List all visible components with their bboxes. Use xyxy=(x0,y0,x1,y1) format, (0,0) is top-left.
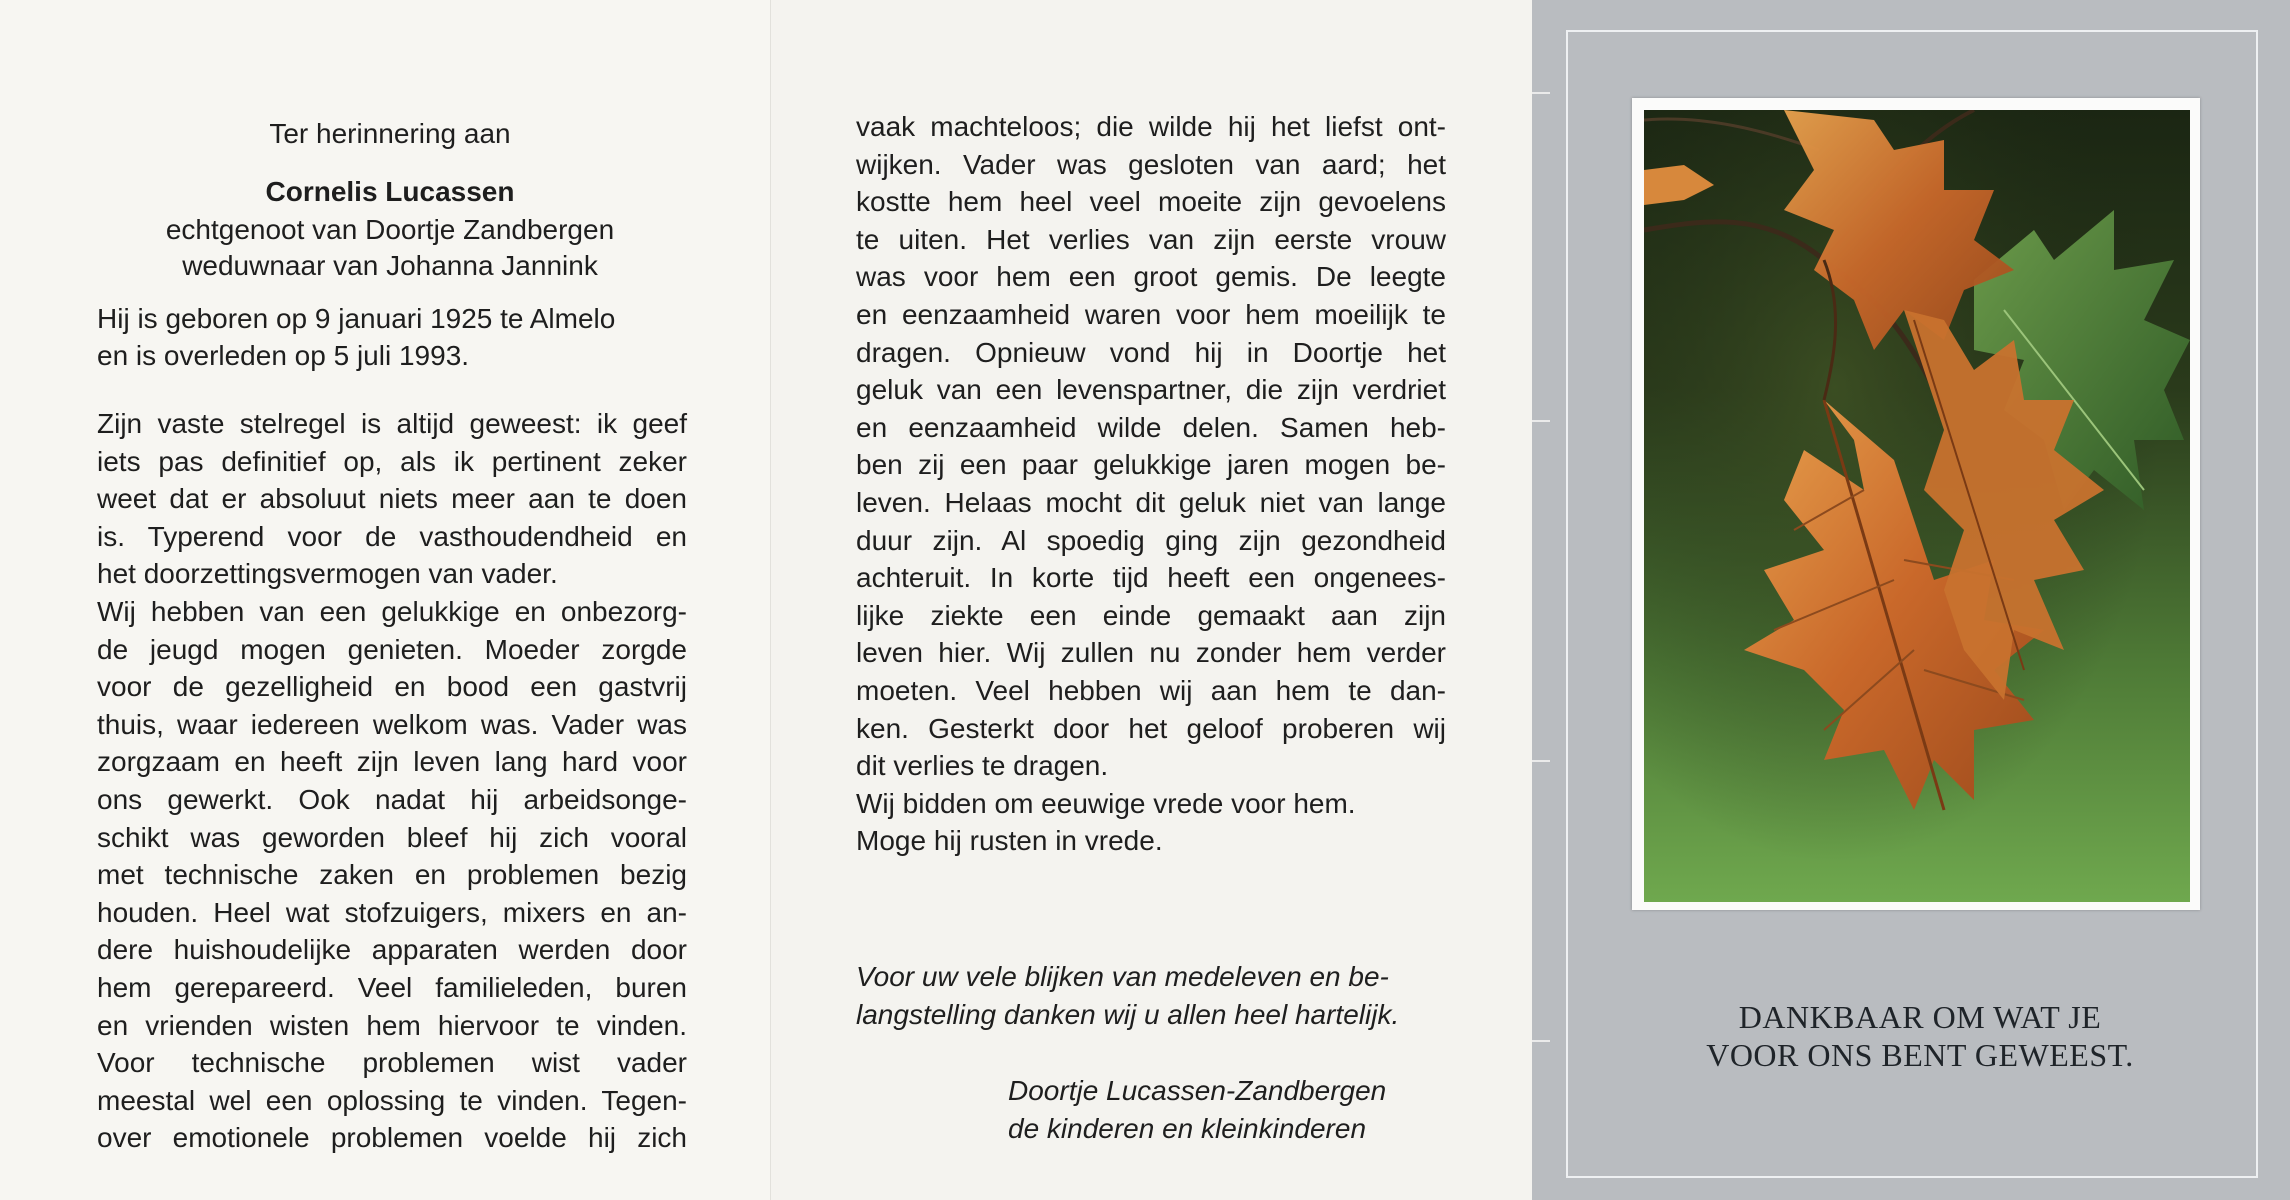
text-line: Hij is geboren op 9 januari 1925 te Almelo xyxy=(97,303,616,334)
text-line: leven. Helaas mocht dit geluk niet van lange xyxy=(856,486,1446,518)
text-line: te uiten. Het verlies van zijn eerste vrouw xyxy=(856,223,1446,255)
text-line: was voor hem een groot gemis. De leegte xyxy=(856,261,1446,293)
text-line: zorgzaam en heeft zijn leven lang hard voor xyxy=(97,746,687,778)
text-line: dere huishoudelijke apparaten werden door xyxy=(97,934,687,966)
text-line: leven hier. Wij zullen nu zonder hem verder xyxy=(856,637,1446,669)
biography-text xyxy=(97,405,687,1157)
text-line: ken. Gesterkt door het geloof proberen wij xyxy=(856,712,1446,744)
motto-line: VOOR ONS BENT GEWEEST. xyxy=(1706,1037,2134,1073)
edge-mark xyxy=(1532,92,1550,94)
text-line: kostte hem heel veel moeite zijn gevoelens xyxy=(856,186,1446,218)
biography-continued-text xyxy=(856,108,1446,860)
motto-line: DANKBAAR OM WAT JE xyxy=(1738,999,2102,1035)
text-line: Voor uw vele blijken van medeleven en be- xyxy=(856,961,1389,992)
birth-death-text xyxy=(97,300,687,374)
text-line: hem gerepareerd. Veel familieleden, buren xyxy=(97,971,687,1003)
text-line: Wij hebben van een gelukkige en onbezorg- xyxy=(97,595,687,627)
text-line: vaak machteloos; die wilde hij het liefst ont- xyxy=(856,111,1446,142)
text-line: thuis, waar iedereen welkom was. Vader was xyxy=(97,708,687,740)
edge-mark xyxy=(1532,760,1550,762)
text-line: het doorzettingsvermogen van vader. xyxy=(97,558,558,590)
edge-mark xyxy=(1532,1040,1550,1042)
deceased-name: Cornelis Lucassen xyxy=(265,176,515,207)
text-line: en eenzaamheid waren voor hem moeilijk te xyxy=(856,298,1446,330)
text-line: weet dat er absoluut niets meer aan te doen xyxy=(97,483,687,515)
thanks-note xyxy=(856,958,1456,1034)
text-line: duur zijn. Al spoedig ging zijn gezondheid xyxy=(856,524,1446,556)
text-line: is. Typerend voor de vasthoudendheid en xyxy=(97,520,687,552)
text-line: en vrienden wisten hem hiervoor te vinden. xyxy=(97,1009,687,1041)
text-line: achteruit. In korte tijd heeft een ongenees- xyxy=(856,562,1446,594)
text-line: lijke ziekte een einde gemaakt aan zijn xyxy=(856,599,1446,631)
text-line: langstelling danken wij u allen heel hartelijk. xyxy=(856,999,1400,1030)
autumn-leaves-photo xyxy=(1644,110,2190,902)
text-line: moeten. Veel hebben wij aan hem te dan- xyxy=(856,674,1446,706)
text-line: schikt was geworden bleef hij zich vooral xyxy=(97,821,687,853)
oak-leaves-image xyxy=(1644,110,2190,902)
text-line: dit verlies te dragen. xyxy=(856,750,1109,782)
text-line: dragen. Opnieuw vond hij in Doortje het xyxy=(856,336,1446,368)
text-line: en eenzaamheid wilde delen. Samen heb- xyxy=(856,411,1446,443)
text-line: Doortje Lucassen-Zandbergen xyxy=(1008,1075,1387,1106)
text-line: voor de gezelligheid en bood een gastvrij xyxy=(97,671,687,703)
edge-mark xyxy=(1532,420,1550,422)
text-line: ben zij een paar gelukkige jaren mogen be- xyxy=(856,449,1446,481)
text-line: en is overleden op 5 juli 1993. xyxy=(97,340,470,371)
text-line: over emotionele problemen voelde hij zich xyxy=(97,1122,687,1154)
text-line: Wij bidden om eeuwige vrede voor hem. xyxy=(856,787,1356,819)
text-line: iets pas definitief op, als ik pertinent zeker xyxy=(97,445,687,477)
text-line: met technische zaken en problemen bezig xyxy=(97,859,687,891)
text-line: wijken. Vader was gesloten van aard; het xyxy=(856,148,1446,180)
widower-line: weduwnaar van Johanna Jannink xyxy=(182,250,598,281)
text-line: de jeugd mogen genieten. Moeder zorgde xyxy=(97,633,687,665)
text-line: Moge hij rusten in vrede. xyxy=(856,825,1163,857)
text-line: ons gewerkt. Ook nadat hij arbeidsonge- xyxy=(97,783,687,815)
text-line: de kinderen en kleinkinderen xyxy=(1008,1113,1367,1144)
text-line: Zijn vaste stelregel is altijd geweest: ik geef xyxy=(97,408,687,439)
text-line: houden. Heel wat stofzuigers, mixers en an- xyxy=(97,896,687,928)
heading: Ter herinnering aan xyxy=(269,118,511,149)
text-line: meestal wel een oplossing te vinden. Tegen- xyxy=(97,1084,687,1116)
signature-block xyxy=(1008,1072,1478,1148)
text-line: geluk van een levenspartner, die zijn verdriet xyxy=(856,374,1446,406)
cover-motto xyxy=(1610,998,2230,1074)
spouse-line: echtgenoot van Doortje Zandbergen xyxy=(165,214,615,245)
text-line: Voor technische problemen wist vader xyxy=(97,1047,687,1079)
